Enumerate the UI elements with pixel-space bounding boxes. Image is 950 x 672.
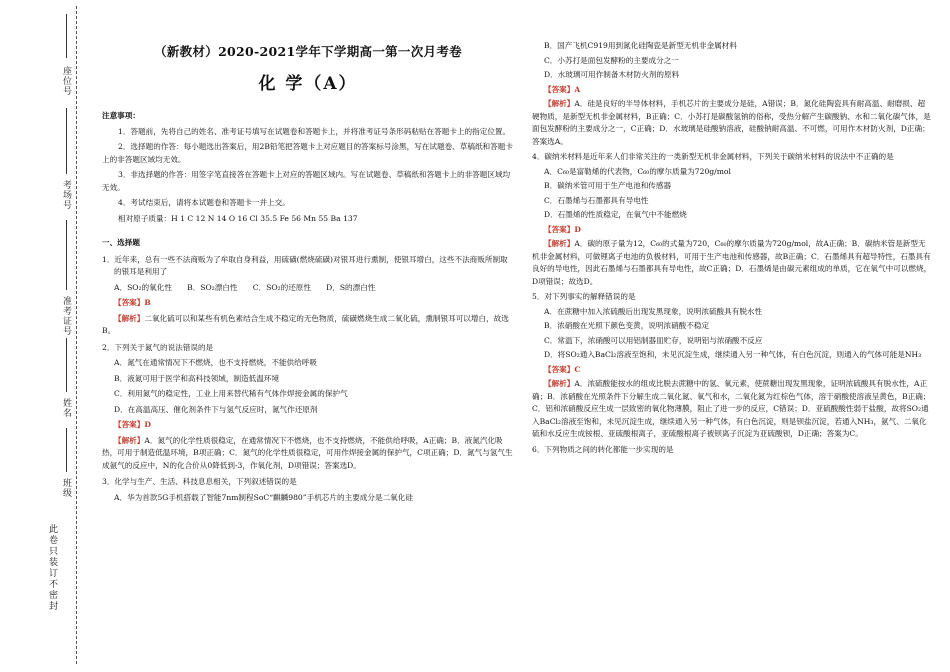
question-option: B．浓硝酸在光照下颜色变黄，说明浓硝酸不稳定 [544, 321, 710, 330]
explain-label: 【解析】 [544, 379, 575, 388]
exam-title: （新教材）2020-2021学年下学期高一第一次月考卷 [154, 44, 462, 59]
ticket-number-label: 准考证号 [61, 296, 71, 336]
section-heading: 一、选择题 [102, 238, 140, 247]
answer-value: D [574, 224, 581, 234]
question-option: A．氮气在通常情况下不燃烧，也不支持燃烧，不能供给呼吸 [114, 358, 317, 367]
answer-value: D [144, 420, 151, 429]
question-stem: 3．化学与生产、生活、科技息息相关，下列叙述错误的是 [102, 477, 297, 486]
question-option: B．碳纳米管可用于生产电池和传感器 [544, 181, 672, 190]
explain-label: 【解析】 [544, 239, 575, 248]
binding-dashed-line [76, 6, 77, 664]
answer-line [102, 297, 514, 310]
question-option: C．小苏打是面包发酵粉的主要成分之一 [544, 55, 679, 65]
exam-room-label: 考场号 [61, 180, 71, 210]
question-stem: 4．碳纳米材料是近年来人们非常关注的一类新型无机非金属材料，下列关于碳纳米材料的说法中不正确的是 [532, 152, 894, 161]
answer-line [102, 419, 514, 432]
left-content [102, 110, 514, 504]
answer-label: 【答案】 [114, 298, 145, 307]
question-option: C．石墨烯与石墨都具有导电性 [544, 195, 649, 205]
question-option: D．水玻璃可用作制备木材防火剂的原料 [544, 70, 680, 79]
question-option: B．液氮可用于医学和高科技领域，制造低温环境 [114, 373, 280, 383]
question-stem: 5．对下列事实的解释错误的是 [532, 292, 636, 301]
explain-text: A．碳的原子量为12，C₆₀的式量为720，C₆₀的摩尔质量为720g/mol，故A正确；B．碳纳米管是新型无机非金属材料，可做锂离子电池的负极材料，可用于生产电池和传感器，故B正确；C．石墨烯具有超导特性，石墨具有良好的导电性，因此石墨烯与石墨都具有导电性，故C正确；D．石墨烯是由碳元素组成的单质，它在氧气中可以燃烧，D项错误；故选D。 [532, 239, 932, 286]
answer-line [532, 224, 932, 237]
explanation [102, 435, 514, 473]
explanation [102, 313, 514, 338]
notice-item: 1．答题前，先将自己的姓名、准考证号填写在试题卷和答题卡上，并将准考证号条形码粘贴在答题卡上的指定位置。 [118, 126, 511, 136]
explain-text: 二氧化硫可以和某些有机色素结合生成不稳定的无色物质，硫磺燃烧生成二氧化硫，熏制银耳可以增白，故选B。 [102, 313, 509, 335]
question-stem: 1．近年来，总有一些不法商贩为了牟取自身利益，用硫磺(燃烧硫磺)对银耳进行熏制，使银耳增白，这些不法商贩所制取的银耳是利用了 [102, 254, 508, 276]
question-option: C．利用氮气的稳定性，工业上用来替代稀有气体作焊接金属的保护气 [114, 389, 348, 398]
explanation [532, 378, 932, 441]
seat-number-blank[interactable] [66, 14, 67, 58]
answer-line [532, 364, 932, 377]
explain-text: A．氮气的化学性质很稳定，在通常情况下不燃烧，也不支持燃烧，不能供给呼吸，A正确；B．液氮汽化吸热，可用于制造低温环境，B项正确；C．氮气的化学性质很稳定，可用作焊接金属的保护气，C项正确；D．氮气与氢气生成氨气的反应中，N的化合价从0降低到-3，作氧化剂，D项错误；答案选D。 [102, 435, 513, 470]
seat-number-label: 座位号 [61, 66, 71, 96]
answer-label: 【答案】 [544, 364, 575, 374]
answer-label: 【答案】 [544, 84, 575, 94]
question-option: D．石墨烯的性质稳定，在氧气中不能燃烧 [544, 210, 687, 219]
explain-text: A．硅是良好的半导体材料，手机芯片的主要成分是硅，A错误；B．氮化硅陶瓷具有耐高温、耐磨损、超硬物质，是新型无机非金属材料，B正确；C．小苏打是碳酸氢钠的俗称，受热分解产生碳酸钠、水和二氧化碳气体，是面包发酵粉的主要成分之一，C正确；D．水玻璃是硅酸钠溶液，硅酸钠耐高温、不可燃，可用作木材防火剂，D正确；答案选A。 [532, 99, 931, 146]
question-stem: 6．下列物质之间的转化都能一步实现的是 [532, 444, 674, 454]
subject-title: 化 学（A） [258, 74, 358, 94]
notice-item: 2．选择题的作答：每小题选出答案后，用2B铅笔把答题卡上对应题目的答案标号涂黑，写在试题卷、草稿纸和答题卡上的非答题区域均无效。 [102, 142, 513, 164]
answer-value: A [574, 84, 581, 94]
question-option: D．将SO₂通入BaCl₂溶液至饱和，未见沉淀生成，继续通入另一种气体，有白色沉淀，则通入的气体可能是NH₃ [544, 350, 922, 359]
exam-room-blank[interactable] [66, 108, 67, 174]
answer-label: 【答案】 [114, 420, 145, 429]
right-content [532, 40, 932, 456]
class-label: 班级 [61, 478, 71, 498]
answer-line [532, 84, 932, 97]
explain-text: A．浓硫酸能按水的组成比脱去蔗糖中的氢、氧元素，使蔗糖出现发黑现象，证明浓硫酸具有脱水性，A正确；B．浓硝酸在光照条件下分解生成二氧化氮、氧气和水，二氧化氮为红棕色气体，溶于硝酸使溶液呈黄色，B正确；C．铝和浓硝酸反应生成一层致密的氧化物薄膜，阻止了进一步的反应，C错误；D．亚硫酸酸性弱于盐酸，故将SO₂通入BaCl₂溶液至饱和，未见沉淀生成，继续通入另一种气体，有白色沉淀，则是钡盐沉淀，若通入NH₃，氨气、二氧化硫和水反应生成铵根、亚硫酸根离子，亚硫酸根离子被钡离子沉淀为亚硫酸钡，D正确；答案为C。 [532, 379, 931, 438]
class-blank[interactable] [66, 428, 67, 472]
atomic-mass: 相对原子质量：H 1 C 12 N 14 O 16 Cl 35.5 Fe 56 Mn 55 Ba 137 [118, 213, 358, 223]
answer-label: 【答案】 [544, 224, 575, 234]
question-option: D．在高温高压、催化剂条件下与氢气反应时，氮气作还原剂 [114, 404, 318, 414]
name-blank[interactable] [66, 338, 67, 392]
question-option: A．在蔗糖中加入浓硫酸后出现发黑现象，说明浓硫酸具有脱水性 [544, 306, 763, 316]
answer-value: C [574, 364, 581, 374]
question-stem: 2．下列关于氮气的说法错误的是 [102, 342, 214, 352]
question-option: C．常温下，浓硝酸可以用铝制器皿贮存，说明铝与浓硝酸不反应 [544, 335, 763, 345]
explain-label: 【解析】 [114, 313, 145, 323]
answer-value: B [144, 298, 151, 307]
name-label: 姓名 [61, 398, 71, 418]
question-option: B．国产飞机C919用到氮化硅陶瓷是新型无机非金属材料 [544, 41, 737, 50]
explain-label: 【解析】 [544, 99, 575, 108]
question-option: A．SO₂的氧化性 B．SO₂漂白性 C．SO₂的还原性 D．S的漂白性 [114, 282, 376, 292]
question-option: A．华为首款5G手机搭载了智能7nm制程SoC“麒麟980”手机芯片的主要成分是二氧化硅 [114, 492, 413, 502]
explanation [532, 238, 932, 288]
explanation [532, 98, 932, 148]
notice-heading: 注意事项： [102, 111, 140, 120]
notice-item: 4．考试结束后，请将本试题卷和答题卡一并上交。 [118, 198, 290, 207]
binding-strip [0, 0, 92, 672]
question-option: A．C₆₀是富勒烯的代表物，C₆₀的摩尔质量为720g/mol [544, 166, 731, 176]
explain-label: 【解析】 [114, 435, 145, 445]
seal-notice: 此卷只装订不密封 [47, 524, 57, 612]
notice-item: 3．非选择题的作答：用签字笔直接答在答题卡上对应的答题区域内。写在试题卷、草稿纸和答题卡上的非答题区域均无效。 [102, 170, 511, 192]
ticket-number-blank[interactable] [66, 220, 67, 290]
